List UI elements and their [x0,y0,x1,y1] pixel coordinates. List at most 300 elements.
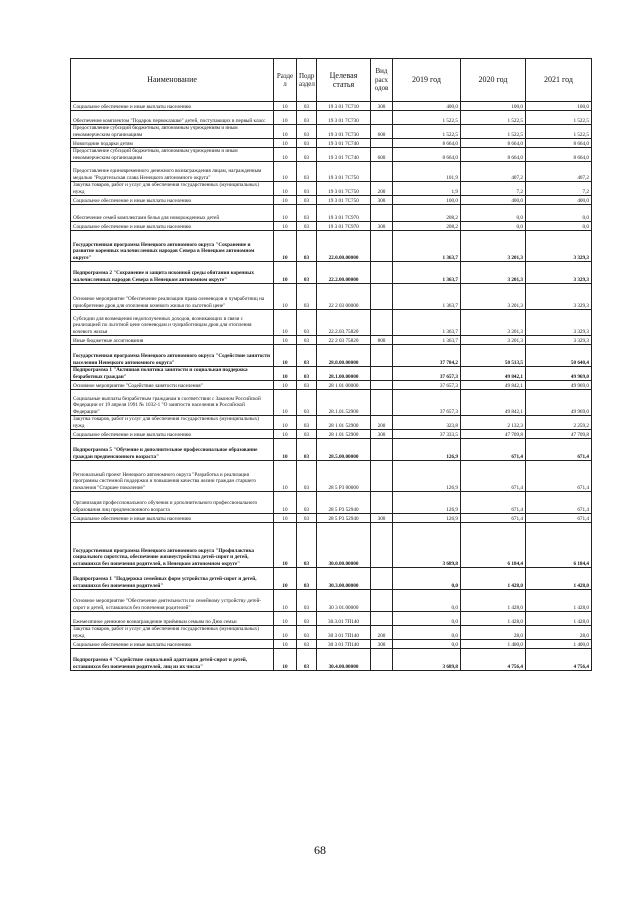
header-podrazdel: Подр аздел [297,59,317,102]
row-2021-cell: 28,0 [526,626,592,640]
row-expense-type-cell: 200 [371,626,393,640]
row-name-cell: Иные бюджетные ассигнования [71,336,274,345]
row-podrazdel-cell: 03 [297,612,317,626]
row-2020-cell: 1 428,0 [461,568,526,590]
row-razdel-cell: 10 [274,492,297,514]
row-target-cell: 28 5 Р3 52940 [317,514,371,523]
row-expense-type-cell [371,111,393,125]
row-name-cell: Социальные выплаты безработным гражданам в соответствии с Законом Российской Федерации от 19 апреля 1991 № 1032-1 "О занятости населения в Российской Федерации" [71,390,274,416]
row-razdel-cell: 10 [274,590,297,612]
row-2019-cell: 126,9 [393,514,461,523]
row-2021-cell: 407,2 [526,162,592,182]
row-2020-cell: 671,4 [461,514,526,523]
row-razdel-cell: 10 [274,125,297,139]
table-row [71,523,592,568]
row-razdel-cell: 10 [274,262,297,284]
row-target-cell: 19 3 01 7С710 [317,102,371,111]
row-expense-type-cell [371,284,393,310]
row-target-cell: 28 5 Р3 00000 [317,461,371,492]
row-podrazdel-cell: 03 [297,514,317,523]
row-target-cell: 30 3 01.00000 [317,590,371,612]
row-2019-cell: 126,9 [393,461,461,492]
row-expense-type-cell: 200 [371,182,393,196]
row-podrazdel-cell: 03 [297,262,317,284]
row-expense-type-cell: 300 [371,430,393,439]
row-2020-cell: 4 756,4 [461,649,526,671]
row-2019-cell: 126,9 [393,492,461,514]
row-expense-type-cell [371,367,393,381]
row-razdel-cell: 10 [274,430,297,439]
row-2019-cell: 0,0 [393,568,461,590]
table-row [71,310,592,336]
row-name-cell: Государственная программа Ненецкого автономного округа "Профилактика социального сиротства, обеспечение жизнеустройства детей-сирот и детей, оставшихся без попечения родителей, в Ненецком автономном округе" [71,523,274,568]
row-2021-cell: 3 329,3 [526,231,592,262]
row-expense-type-cell [371,612,393,626]
header-2019: 2019 год [393,59,461,102]
row-expense-type-cell [371,205,393,222]
table-row [71,139,592,148]
row-2020-cell: 3 201,3 [461,231,526,262]
row-target-cell: 28.0.00.00000 [317,345,371,367]
row-target-cell: 22.0.00.00000 [317,231,371,262]
row-2019-cell: 1 363,7 [393,262,461,284]
table-row [71,612,592,626]
row-expense-type-cell: 800 [371,336,393,345]
row-target-cell: 19 3 01 7С750 [317,162,371,182]
row-expense-type-cell [371,461,393,492]
row-razdel-cell: 10 [274,514,297,523]
row-podrazdel-cell: 03 [297,222,317,231]
row-2021-cell: 1 400,0 [526,640,592,649]
row-2021-cell: 1 428,0 [526,568,592,590]
row-podrazdel-cell: 03 [297,148,317,162]
row-name-cell: Ежемесячное денежное вознаграждение приёмным семьям по Дню семьи [71,612,274,626]
row-podrazdel-cell: 03 [297,649,317,671]
table-row [71,381,592,390]
row-name-cell: Предоставление единовременного денежного вознаграждения лицам, награжденным медалью "Родительская слава Ненецкого автономного округа" [71,162,274,182]
row-razdel-cell: 10 [274,222,297,231]
row-2019-cell: 0,0 [393,640,461,649]
table-row [71,439,592,461]
row-2019-cell: 323,8 [393,416,461,430]
row-razdel-cell: 10 [274,162,297,182]
table-row [71,284,592,310]
row-expense-type-cell: 200 [371,416,393,430]
table-row [71,367,592,381]
row-name-cell: Социальное обеспечение и иные выплаты населению [71,430,274,439]
row-podrazdel-cell: 03 [297,139,317,148]
row-name-cell: Социальное обеспечение и иные выплаты населению [71,514,274,523]
row-2020-cell: 3 201,3 [461,284,526,310]
row-razdel-cell: 10 [274,568,297,590]
row-2019-cell: 1 522,5 [393,111,461,125]
row-razdel-cell: 10 [274,111,297,125]
table-row [71,148,592,162]
row-expense-type-cell [371,590,393,612]
row-2020-cell: 28,0 [461,626,526,640]
row-2019-cell: 3 689,8 [393,649,461,671]
row-razdel-cell: 10 [274,310,297,336]
row-2020-cell: 50 513,5 [461,345,526,367]
row-2020-cell: 3 201,3 [461,262,526,284]
table-row [71,162,592,182]
row-2020-cell: 3 201,3 [461,310,526,336]
row-2019-cell: 1 363,7 [393,336,461,345]
row-2020-cell: 0,0 [461,205,526,222]
table-row [71,590,592,612]
row-razdel-cell: 10 [274,381,297,390]
row-target-cell: 19 3 01 7С970 [317,205,371,222]
row-razdel-cell: 10 [274,439,297,461]
row-2021-cell: 49 969,0 [526,367,592,381]
header-name: Наименование [71,59,274,102]
row-2021-cell: 671,4 [526,492,592,514]
table-header-row [71,59,592,102]
table-row [71,125,592,139]
row-2020-cell: 100,0 [461,102,526,111]
row-name-cell: Подпрограмма 5 "Обучение и дополнительное профессиональное образование граждан предпенсионного возраста" [71,439,274,461]
row-target-cell: 22 2 03 75820 [317,336,371,345]
row-podrazdel-cell: 03 [297,345,317,367]
row-razdel-cell: 10 [274,148,297,162]
row-expense-type-cell [371,310,393,336]
table-row [71,430,592,439]
row-podrazdel-cell: 03 [297,523,317,568]
row-target-cell: 28 1 01 52900 [317,416,371,430]
row-name-cell: Основное мероприятие "Обеспечение реализации права оленеводов и чумработниц на приобретение дров для отопления кочевого жилья по льготной цене" [71,284,274,310]
table-row [71,111,592,125]
row-target-cell: 19 3 01 7С740 [317,139,371,148]
row-razdel-cell: 10 [274,284,297,310]
row-podrazdel-cell: 03 [297,111,317,125]
row-razdel-cell: 10 [274,461,297,492]
row-expense-type-cell: 600 [371,125,393,139]
row-2020-cell: 47 709,8 [461,430,526,439]
row-2021-cell: 3 329,3 [526,336,592,345]
row-2021-cell: 8 664,0 [526,148,592,162]
row-podrazdel-cell: 03 [297,390,317,416]
row-name-cell: Закупка товаров, работ и услуг для обеспечения государственных (муниципальных) нужд [71,182,274,196]
row-razdel-cell: 10 [274,196,297,205]
row-2021-cell: 671,4 [526,514,592,523]
row-name-cell: Основное мероприятие "Обеспечение деятельности по семейному устройству детей-сирот и детей, оставшихся без попечения родителей" [71,590,274,612]
row-podrazdel-cell: 03 [297,430,317,439]
row-expense-type-cell [371,492,393,514]
table-row [71,461,592,492]
row-name-cell: Государственная программа Ненецкого автономного округа "Содействие занятости населения Ненецкого автономного округа" [71,345,274,367]
row-2019-cell: 0,0 [393,590,461,612]
row-razdel-cell: 10 [274,205,297,222]
row-2021-cell: 100,0 [526,102,592,111]
row-2020-cell: 0,0 [461,222,526,231]
row-2021-cell: 2 259,2 [526,416,592,430]
row-expense-type-cell [371,345,393,367]
row-2021-cell: 8 664,0 [526,139,592,148]
row-podrazdel-cell: 03 [297,196,317,205]
row-target-cell: 19 3 01 7С750 [317,182,371,196]
row-target-cell: 28.1.01.52900 [317,390,371,416]
row-name-cell: Подпрограмма 4 "Содействие социальной адаптации детей-сирот и детей, оставшихся без попечения родителей, лиц из их числа" [71,649,274,671]
row-2019-cell: 37 657,3 [393,390,461,416]
row-podrazdel-cell: 03 [297,626,317,640]
row-2019-cell: 208,2 [393,205,461,222]
row-name-cell: Организация профессионального обучения и дополнительного профессионального образования лиц предпенсионного возраста [71,492,274,514]
table-row [71,102,592,111]
row-name-cell: Закупка товаров, работ и услуг для обеспечения государственных (муниципальных) нужд [71,416,274,430]
row-expense-type-cell [371,381,393,390]
row-2020-cell: 671,4 [461,461,526,492]
row-2020-cell: 8 664,0 [461,148,526,162]
row-expense-type-cell: 300 [371,640,393,649]
row-2021-cell: 47 709,8 [526,430,592,439]
row-2020-cell: 671,4 [461,492,526,514]
row-2021-cell: 3 329,3 [526,284,592,310]
row-name-cell: Подпрограмма 1 "Активная политика занятости и социальная поддержка безработных граждан" [71,367,274,381]
row-expense-type-cell [371,262,393,284]
budget-table [70,58,592,671]
row-podrazdel-cell: 03 [297,640,317,649]
row-name-cell: Социальное обеспечение и иные выплаты населению [71,102,274,111]
table-row [71,514,592,523]
row-2020-cell: 1 522,5 [461,111,526,125]
row-2019-cell: 37 333,5 [393,430,461,439]
row-podrazdel-cell: 03 [297,590,317,612]
row-2019-cell: 0,0 [393,612,461,626]
row-2021-cell: 3 329,3 [526,310,592,336]
row-target-cell: 22.2.00.00000 [317,262,371,284]
row-2019-cell: 208,2 [393,222,461,231]
table-row [71,222,592,231]
row-razdel-cell: 10 [274,139,297,148]
row-target-cell: 28.1.00.00000 [317,367,371,381]
table-body [71,102,592,671]
row-razdel-cell: 10 [274,649,297,671]
row-target-cell: 28 1 01 00000 [317,381,371,390]
row-target-cell: 30 3 01 7П140 [317,626,371,640]
row-name-cell: Государственная программа Ненецкого автономного округа "Сохранение и развитие коренных малочисленных народов Севера в Ненецком автономном округе" [71,231,274,262]
row-target-cell: 30 3 01 7П140 [317,640,371,649]
page-number: 68 [314,843,326,857]
row-2021-cell: 671,4 [526,461,592,492]
row-target-cell: 22.2.03.75820 [317,310,371,336]
row-expense-type-cell [371,139,393,148]
row-name-cell: Предоставление субсидий бюджетным, автономным учреждениям и иным некоммерческим организациям [71,148,274,162]
row-2019-cell: 1 522,5 [393,125,461,139]
row-2020-cell: 1 428,0 [461,590,526,612]
row-razdel-cell: 10 [274,626,297,640]
row-2020-cell: 8 664,0 [461,139,526,148]
row-name-cell: Социальное обеспечение и иные выплаты населению [71,222,274,231]
row-target-cell: 28 1 01 52900 [317,430,371,439]
row-2019-cell: 101,9 [393,162,461,182]
row-podrazdel-cell: 03 [297,284,317,310]
row-podrazdel-cell: 03 [297,381,317,390]
table-row [71,345,592,367]
row-2019-cell: 1 363,7 [393,231,461,262]
row-podrazdel-cell: 03 [297,231,317,262]
row-2020-cell: 7,2 [461,182,526,196]
row-2019-cell: 3 689,8 [393,523,461,568]
row-name-cell: Подпрограмма 1 "Поддержка семейных форм устройства детей-сирот и детей, оставшихся без попечения родителей" [71,568,274,590]
row-2021-cell: 7,2 [526,182,592,196]
row-2019-cell: 1 363,7 [393,310,461,336]
row-target-cell: 19 3 01 7С970 [317,222,371,231]
row-podrazdel-cell: 03 [297,492,317,514]
table-row [71,640,592,649]
row-2019-cell: 37 657,3 [393,381,461,390]
row-target-cell: 28.5.00.00000 [317,439,371,461]
row-2020-cell: 1 522,5 [461,125,526,139]
row-podrazdel-cell: 03 [297,182,317,196]
row-target-cell: 30.0.00.00000 [317,523,371,568]
row-name-cell: Обеспечение комплектом "Подарок первоклашке" детей, поступающих в первый класс [71,111,274,125]
table-row [71,262,592,284]
row-target-cell: 28 5 Р3 52940 [317,492,371,514]
row-2019-cell: 400,0 [393,102,461,111]
row-razdel-cell: 10 [274,367,297,381]
row-expense-type-cell [371,439,393,461]
row-podrazdel-cell: 03 [297,416,317,430]
row-2021-cell: 6 184,4 [526,523,592,568]
table-row [71,649,592,671]
row-target-cell: 22 2 03 00000 [317,284,371,310]
row-2020-cell: 6 184,4 [461,523,526,568]
row-razdel-cell: 10 [274,612,297,626]
row-razdel-cell: 10 [274,416,297,430]
row-target-cell: 19 3 01 7С740 [317,148,371,162]
row-razdel-cell: 10 [274,345,297,367]
row-2021-cell: 49 969,0 [526,390,592,416]
row-target-cell: 19 3 01 7С750 [317,196,371,205]
row-2021-cell: 50 640,4 [526,345,592,367]
header-2020: 2020 год [461,59,526,102]
row-name-cell: Обеспечение семей комплектами белья для новорожденных детей [71,205,274,222]
row-razdel-cell: 10 [274,640,297,649]
row-target-cell: 30.3.01 7П140 [317,612,371,626]
table-row [71,182,592,196]
row-razdel-cell: 10 [274,231,297,262]
row-expense-type-cell [371,649,393,671]
row-2019-cell: 8 664,0 [393,139,461,148]
row-target-cell: 30.3.00.00000 [317,568,371,590]
row-podrazdel-cell: 03 [297,310,317,336]
row-target-cell: 19 3 01 7С730 [317,125,371,139]
row-name-cell: Закупка товаров, работ и услуг для обеспечения государственных (муниципальных) нужд [71,626,274,640]
row-podrazdel-cell: 03 [297,336,317,345]
row-2021-cell: 0,0 [526,222,592,231]
table-row [71,492,592,514]
row-expense-type-cell: 600 [371,148,393,162]
header-razdel: Разде л [274,59,297,102]
row-2019-cell: 1 363,7 [393,284,461,310]
row-podrazdel-cell: 03 [297,125,317,139]
row-2021-cell: 1 428,0 [526,612,592,626]
row-2021-cell: 1 522,5 [526,125,592,139]
header-expense-type: Вид расх одов [371,59,393,102]
row-expense-type-cell [371,568,393,590]
table-row [71,568,592,590]
header-target: Целевая статья [317,59,371,102]
row-expense-type-cell: 300 [371,196,393,205]
row-2020-cell: 49 842,1 [461,381,526,390]
row-2019-cell: 0,0 [393,626,461,640]
row-name-cell: Подпрограмма 2 "Сохранение и защита исконной среды обитания коренных малочисленных народов Севера в Ненецком автономном округе" [71,262,274,284]
row-expense-type-cell: 300 [371,514,393,523]
table-row [71,205,592,222]
row-name-cell: Основное мероприятие "Содействие занятости населения" [71,381,274,390]
header-2021: 2021 год [526,59,592,102]
row-podrazdel-cell: 03 [297,439,317,461]
row-razdel-cell: 10 [274,523,297,568]
row-2020-cell: 2 132,3 [461,416,526,430]
row-2019-cell: 37 784,2 [393,345,461,367]
row-2019-cell: 1,9 [393,182,461,196]
row-2021-cell: 0,0 [526,205,592,222]
row-2020-cell: 49 842,1 [461,367,526,381]
row-podrazdel-cell: 03 [297,102,317,111]
table-row [71,336,592,345]
row-2020-cell: 671,4 [461,439,526,461]
row-2021-cell: 3 329,3 [526,262,592,284]
row-podrazdel-cell: 03 [297,162,317,182]
row-2019-cell: 100,0 [393,196,461,205]
row-2021-cell: 400,0 [526,196,592,205]
row-2020-cell: 3 201,3 [461,336,526,345]
row-2019-cell: 8 664,0 [393,148,461,162]
row-name-cell: Региональный проект Ненецкого автономного округа "Разработка и реализация программы системной поддержки и повышения качества жизни граждан старшего поколения "Старшее поколение" [71,461,274,492]
row-2021-cell: 1 428,0 [526,590,592,612]
row-2021-cell: 671,4 [526,439,592,461]
table-row [71,416,592,430]
row-2020-cell: 407,2 [461,162,526,182]
row-razdel-cell: 10 [274,182,297,196]
table-row [71,626,592,640]
row-razdel-cell: 10 [274,336,297,345]
row-name-cell: Субсидии для возмещения недополученных доходов, возникающих в связи с реализацией по льготной цене оленеводам и чумработницам дров для отопления кочевого жилья [71,310,274,336]
row-expense-type-cell [371,390,393,416]
row-expense-type-cell: 300 [371,222,393,231]
row-razdel-cell: 10 [274,102,297,111]
row-expense-type-cell [371,162,393,182]
row-2020-cell: 1 400,0 [461,640,526,649]
row-target-cell: 30.4.00.00000 [317,649,371,671]
row-2021-cell: 4 756,4 [526,649,592,671]
row-2021-cell: 49 969,0 [526,381,592,390]
table-row [71,390,592,416]
row-podrazdel-cell: 03 [297,367,317,381]
row-name-cell: Социальное обеспечение и иные выплаты населению [71,196,274,205]
row-expense-type-cell: 300 [371,102,393,111]
row-podrazdel-cell: 03 [297,205,317,222]
row-name-cell: Предоставление субсидий бюджетным, автономным учреждениям и иным некоммерческим организациям [71,125,274,139]
row-2019-cell: 37 657,3 [393,367,461,381]
row-2020-cell: 1 428,0 [461,612,526,626]
budget-table-page [70,58,591,671]
row-target-cell: 19 3 01 7С730 [317,111,371,125]
row-name-cell: Социальное обеспечение и иные выплаты населению [71,640,274,649]
row-2020-cell: 400,0 [461,196,526,205]
row-expense-type-cell [371,523,393,568]
row-expense-type-cell [371,231,393,262]
row-razdel-cell: 10 [274,390,297,416]
table-row [71,196,592,205]
row-2019-cell: 126,9 [393,439,461,461]
row-name-cell: Новогодние подарки детям [71,139,274,148]
row-podrazdel-cell: 03 [297,568,317,590]
row-2021-cell: 1 522,5 [526,111,592,125]
row-2020-cell: 49 842,1 [461,390,526,416]
table-row [71,231,592,262]
